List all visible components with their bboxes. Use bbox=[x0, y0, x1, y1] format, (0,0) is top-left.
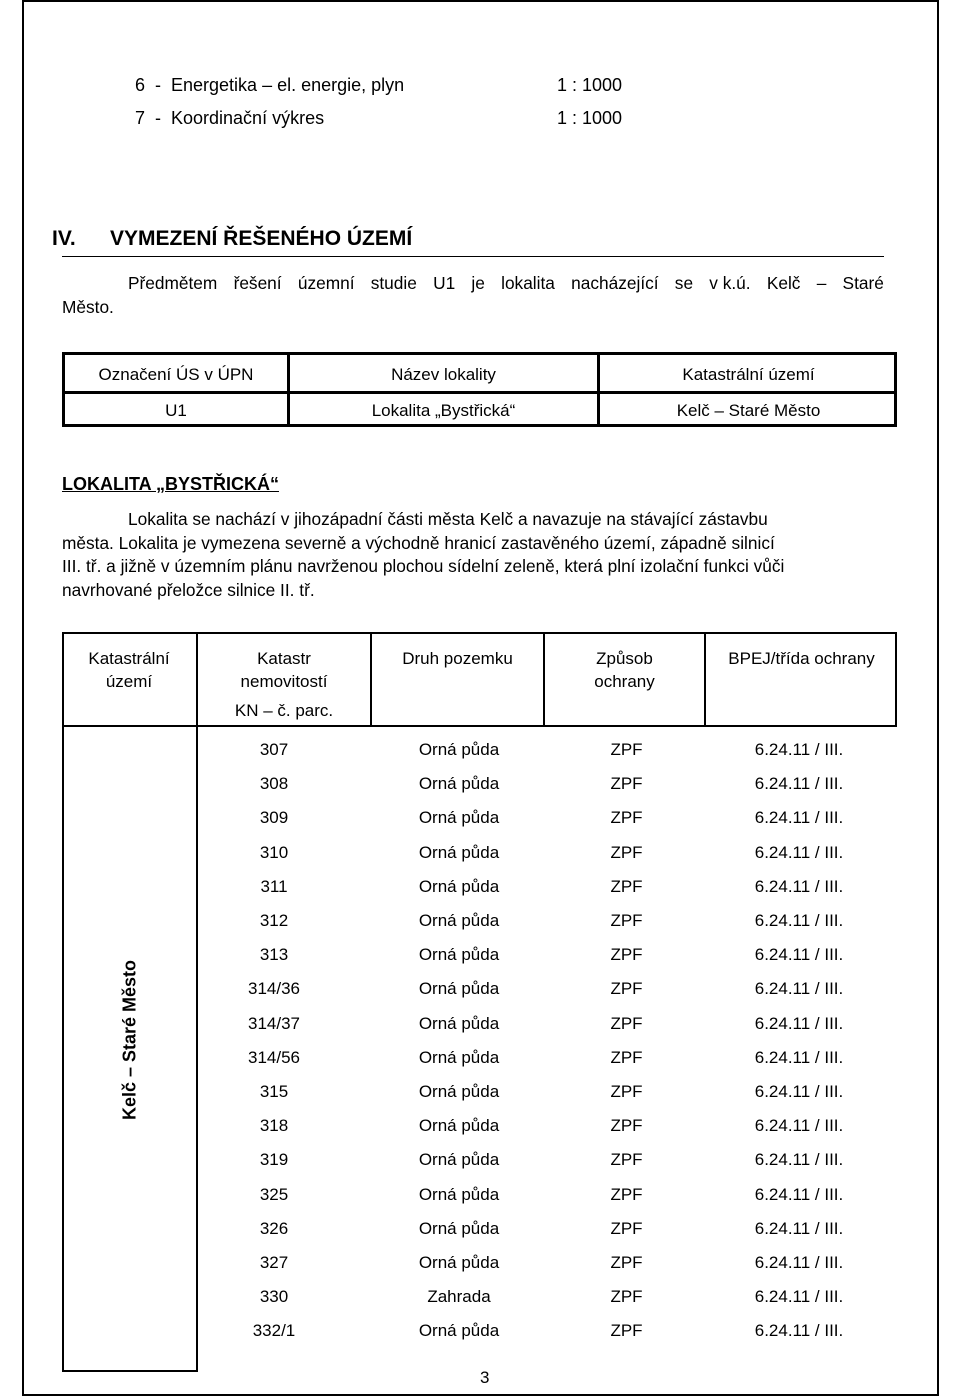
protection: ZPF bbox=[610, 1287, 643, 1307]
table-row bbox=[214, 1041, 884, 1075]
table-row bbox=[214, 1007, 884, 1041]
bpej-value: 6.24.11 / III. bbox=[754, 1047, 844, 1067]
intro-word: je bbox=[471, 273, 485, 293]
drawing-item-6 bbox=[135, 75, 404, 96]
protection: ZPF bbox=[610, 740, 643, 759]
protection: ZPF bbox=[610, 842, 643, 862]
header-line: nemovitostí bbox=[240, 672, 328, 691]
intro-word: územní bbox=[297, 273, 355, 293]
protection: ZPF bbox=[610, 774, 643, 794]
land-type: Orná půda bbox=[418, 911, 500, 930]
locality-description bbox=[62, 508, 884, 602]
parcel-number: 313 bbox=[259, 945, 289, 965]
land-type: Orná půda bbox=[418, 1082, 500, 1101]
bpej-value: 6.24.11 / III. bbox=[754, 1321, 844, 1341]
summary-header-code: Označení ÚS v ÚPN bbox=[98, 365, 254, 384]
parcel-number: 330 bbox=[259, 1287, 289, 1307]
parcel-number: 311 bbox=[260, 876, 288, 896]
parcel-number: 326 bbox=[259, 1218, 289, 1238]
intro-word: v k.ú. bbox=[709, 273, 751, 293]
protection: ZPF bbox=[610, 1218, 643, 1238]
land-type: Orná půda bbox=[418, 1253, 500, 1272]
header-protection-method bbox=[545, 647, 704, 693]
parcel-number: 332/1 bbox=[252, 1321, 296, 1341]
drawing-label: 7 - Koordinační výkres bbox=[135, 108, 325, 128]
drawing-item-7 bbox=[135, 108, 324, 129]
protection: ZPF bbox=[610, 1013, 643, 1033]
page-number: 3 bbox=[480, 1368, 490, 1387]
header-land-type: Druh pozemku bbox=[402, 649, 513, 668]
land-type: Orná půda bbox=[418, 876, 500, 896]
parcel-number: 312 bbox=[259, 911, 289, 930]
land-type: Orná půda bbox=[418, 1047, 500, 1067]
table-row bbox=[214, 836, 884, 870]
intro-word: lokalita bbox=[501, 273, 555, 293]
cadastral-area-value: Kelč – Staré Město bbox=[119, 959, 140, 1121]
header-cadastral-area bbox=[62, 647, 196, 693]
parcel-number: 314/37 bbox=[248, 1013, 300, 1033]
locality-title: LOKALITA „BYSTŘICKÁ“ bbox=[62, 474, 279, 494]
land-type: Orná půda bbox=[418, 1184, 500, 1204]
table-row bbox=[214, 870, 884, 904]
protection: ZPF bbox=[610, 808, 643, 828]
header-line: Katastrální bbox=[88, 649, 170, 668]
table-row bbox=[214, 1075, 884, 1109]
table-row bbox=[214, 1143, 884, 1177]
table-row bbox=[214, 904, 884, 938]
bpej-value: 6.24.11 / III. bbox=[754, 979, 844, 999]
protection: ZPF bbox=[610, 1082, 643, 1101]
parcel-number: 310 bbox=[259, 842, 289, 862]
table-row bbox=[214, 1178, 884, 1212]
summary-table bbox=[62, 352, 897, 427]
intro-word: studie bbox=[370, 273, 417, 293]
parcel-number: 318 bbox=[259, 1116, 289, 1136]
header-line: území bbox=[105, 672, 153, 691]
summary-cell-code: U1 bbox=[165, 401, 187, 420]
bpej-value: 6.24.11 / III. bbox=[754, 774, 844, 794]
parcel-number: 307 bbox=[259, 740, 289, 759]
protection: ZPF bbox=[610, 1253, 643, 1272]
bpej-value: 6.24.11 / III. bbox=[754, 1150, 844, 1170]
bpej-value: 6.24.11 / III. bbox=[754, 876, 844, 896]
header-line: KN – č. parc. bbox=[234, 701, 334, 720]
land-type: Orná půda bbox=[418, 774, 500, 794]
intro-word: – bbox=[816, 273, 827, 293]
parcel-number: 319 bbox=[259, 1150, 289, 1170]
land-type: Orná půda bbox=[418, 1116, 500, 1136]
bpej-value: 6.24.11 / III. bbox=[754, 1082, 844, 1101]
land-type: Orná půda bbox=[418, 945, 500, 965]
protection: ZPF bbox=[610, 911, 643, 930]
table-row bbox=[214, 767, 884, 801]
heading-rule bbox=[62, 256, 884, 257]
parcel-number: 314/36 bbox=[248, 979, 300, 999]
header-line: Způsob bbox=[596, 649, 653, 668]
bpej-value: 6.24.11 / III. bbox=[754, 1013, 844, 1033]
protection: ZPF bbox=[610, 1047, 643, 1067]
section-title: VYMEZENÍ ŘEŠENÉHO ÚZEMÍ bbox=[110, 227, 413, 250]
header-parcel-register bbox=[198, 647, 370, 722]
bpej-value: 6.24.11 / III. bbox=[754, 911, 844, 930]
protection: ZPF bbox=[610, 1321, 643, 1341]
locality-line: navrhované přeložce silnice II. tř. bbox=[62, 579, 315, 600]
summary-cell-name: Lokalita „Bystřická“ bbox=[371, 401, 516, 420]
header-bpej: BPEJ/třída ochrany bbox=[728, 649, 875, 668]
header-line: ochrany bbox=[594, 672, 655, 691]
drawing-label: 6 - Energetika – el. energie, plyn bbox=[135, 75, 405, 95]
table-row bbox=[214, 972, 884, 1006]
intro-word: U1 bbox=[433, 273, 456, 293]
table-row bbox=[214, 1212, 884, 1246]
bpej-value: 6.24.11 / III. bbox=[754, 808, 844, 828]
intro-word: nacházející bbox=[571, 273, 659, 293]
table-row bbox=[214, 1314, 884, 1348]
land-type: Orná půda bbox=[418, 808, 500, 828]
parcel-number: 315 bbox=[259, 1082, 289, 1101]
parcel-number: 308 bbox=[259, 774, 289, 794]
intro-word: Staré bbox=[842, 273, 884, 293]
land-type: Orná půda bbox=[418, 1013, 500, 1033]
parcel-number: 314/56 bbox=[248, 1047, 300, 1067]
bpej-value: 6.24.11 / III. bbox=[754, 1287, 844, 1307]
protection: ZPF bbox=[610, 876, 643, 896]
bpej-value: 6.24.11 / III. bbox=[754, 842, 844, 862]
bpej-value: 6.24.11 / III. bbox=[754, 1184, 844, 1204]
land-type: Orná půda bbox=[418, 740, 500, 759]
protection: ZPF bbox=[610, 1116, 643, 1136]
table-row bbox=[214, 938, 884, 972]
intro-line-2: Město. bbox=[62, 297, 114, 317]
bpej-value: 6.24.11 / III. bbox=[754, 740, 844, 759]
locality-line: Lokalita se nachází v jihozápadní části města Kelč a navazuje na stávající zástavbu bbox=[128, 509, 768, 529]
land-type: Orná půda bbox=[418, 842, 500, 862]
parcel-number: 327 bbox=[259, 1253, 289, 1272]
bpej-value: 6.24.11 / III. bbox=[754, 1253, 844, 1272]
parcel-number: 325 bbox=[259, 1184, 289, 1204]
table-row bbox=[214, 1280, 884, 1314]
intro-line bbox=[128, 273, 884, 294]
land-type: Orná půda bbox=[418, 1218, 500, 1238]
table-row bbox=[214, 801, 884, 835]
drawing-scale-6: 1 : 1000 bbox=[557, 75, 623, 95]
summary-header-cadastre: Katastrální území bbox=[682, 365, 815, 384]
bpej-value: 6.24.11 / III. bbox=[754, 1116, 844, 1136]
intro-word: Kelč bbox=[766, 273, 801, 293]
locality-line: města. Lokalita je vymezena severně a východně hranicí zastavěného území, západně silnicí bbox=[62, 532, 775, 553]
land-type: Zahrada bbox=[427, 1287, 491, 1307]
land-type: Orná půda bbox=[418, 1321, 500, 1341]
summary-header-name: Název lokality bbox=[391, 365, 496, 384]
protection: ZPF bbox=[610, 1150, 643, 1170]
summary-cell-cadastre: Kelč – Staré Město bbox=[676, 401, 821, 420]
land-type: Orná půda bbox=[418, 979, 500, 999]
bpej-value: 6.24.11 / III. bbox=[754, 1218, 844, 1238]
land-type: Orná půda bbox=[418, 1150, 500, 1170]
protection: ZPF bbox=[610, 945, 643, 965]
bpej-value: 6.24.11 / III. bbox=[754, 945, 844, 965]
protection: ZPF bbox=[610, 1184, 643, 1204]
intro-word: řešení bbox=[233, 273, 282, 293]
table-row bbox=[214, 733, 884, 767]
parcel-number: 309 bbox=[259, 808, 289, 828]
locality-line: III. tř. a jižně v územním plánu navrženou plochou sídelní zeleně, která plní izolační funkci vůči bbox=[62, 556, 785, 576]
intro-word: se bbox=[674, 273, 694, 293]
table-row bbox=[214, 1109, 884, 1143]
section-number: IV. bbox=[52, 227, 76, 250]
table-row bbox=[214, 1246, 884, 1280]
intro-word: Předmětem bbox=[128, 273, 218, 293]
table-divider bbox=[65, 391, 894, 394]
drawing-scale-7: 1 : 1000 bbox=[557, 108, 623, 128]
header-line: Katastr bbox=[257, 649, 311, 668]
protection: ZPF bbox=[610, 979, 643, 999]
